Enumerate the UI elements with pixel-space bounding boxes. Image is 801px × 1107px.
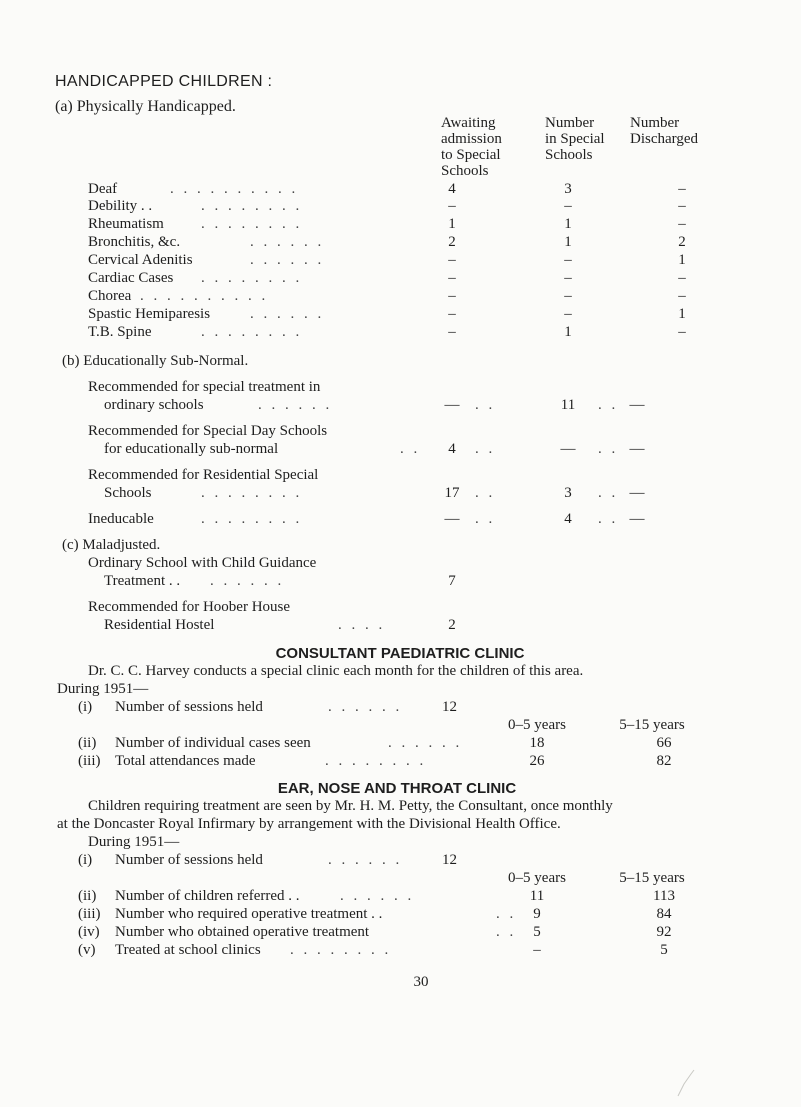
age-header-5-15: 5–15 years xyxy=(619,870,685,886)
separator-dots: . . xyxy=(475,397,496,413)
value-5-15: 66 xyxy=(656,735,672,751)
row-label: Cardiac Cases xyxy=(88,270,174,286)
row-label: Cervical Adenitis xyxy=(88,252,193,268)
cell-awaiting: 4 xyxy=(448,181,456,197)
row-label: Bronchitis, &c. xyxy=(88,234,181,250)
cell-awaiting: – xyxy=(448,288,456,304)
value-5-15: 82 xyxy=(656,753,672,769)
cell-awaiting: – xyxy=(448,306,456,322)
cell-discharged: 1 xyxy=(678,252,686,268)
cell-in-school: – xyxy=(564,270,572,286)
section-a-label: (a) Physically Handicapped. xyxy=(55,98,236,115)
separator-dots: . . xyxy=(598,397,619,413)
item-label: Number of sessions held xyxy=(115,699,263,715)
item-number: (ii) xyxy=(78,888,97,904)
separator-dots: . . xyxy=(598,511,619,527)
cell-discharged: – xyxy=(678,270,686,286)
cell-awaiting: – xyxy=(448,252,456,268)
value-0-5: 26 xyxy=(529,753,545,769)
cell-discharged: – xyxy=(678,181,686,197)
cell-in-school: – xyxy=(564,252,572,268)
item-label: Number of individual cases seen xyxy=(115,735,311,751)
leader-dots: . . . . . . xyxy=(328,699,403,715)
leader-dots: . . . . . . . . xyxy=(201,270,303,286)
cell-awaiting: – xyxy=(448,198,456,214)
cell-discharged: – xyxy=(678,324,686,340)
row-label-line1: Recommended for Special Day Schools xyxy=(88,423,328,439)
item-label: Total attendances made xyxy=(115,753,256,769)
cell-awaiting: – xyxy=(448,324,456,340)
item-number: (iv) xyxy=(78,924,100,940)
sessions-value: 12 xyxy=(442,852,457,868)
value-5-15: 5 xyxy=(660,942,668,958)
column-header-in-special-schools xyxy=(545,115,605,163)
separator-dots: . . xyxy=(598,441,619,457)
row-label: Chorea xyxy=(88,288,132,304)
leader-dots: . . . . xyxy=(338,617,386,633)
header-line: Number xyxy=(545,115,595,131)
cell-discharged: – xyxy=(678,216,686,232)
item-number: (i) xyxy=(78,852,93,868)
pencil-mark-icon xyxy=(676,1068,696,1098)
item-number: (iii) xyxy=(78,906,101,922)
paediatric-during: During 1951— xyxy=(57,681,149,697)
section-c-label: (c) Maladjusted. xyxy=(62,537,161,553)
ent-intro-line1: Children requiring treatment are seen by Mr. H. M. Petty, the Consultant, once monthly xyxy=(88,798,613,814)
leader-dots: . . xyxy=(400,441,421,457)
cell-discharged: — xyxy=(629,441,645,457)
value-0-5: 18 xyxy=(529,735,545,751)
item-number: (v) xyxy=(78,942,96,958)
separator-dots: . . xyxy=(475,485,496,501)
cell-in-school: – xyxy=(564,288,572,304)
cell-in-school: 4 xyxy=(564,511,572,527)
leader-dots: . . . . . . xyxy=(328,852,403,868)
header-line: Awaiting xyxy=(441,115,496,131)
cell-awaiting: — xyxy=(444,397,460,413)
cell-in-school: – xyxy=(564,306,572,322)
page-heading: HANDICAPPED CHILDREN : xyxy=(55,73,273,90)
value-5-15: 84 xyxy=(656,906,672,922)
cell-awaiting: 1 xyxy=(448,216,456,232)
item-label: Treated at school clinics xyxy=(115,942,261,958)
cell-awaiting: 17 xyxy=(444,485,460,501)
column-header-awaiting xyxy=(441,115,502,179)
header-line: to Special xyxy=(441,147,501,163)
leader-dots: . . . . . . xyxy=(258,397,333,413)
sessions-value: 12 xyxy=(442,699,457,715)
leader-dots: . . . . . . xyxy=(250,234,325,250)
cell-discharged: 2 xyxy=(678,234,686,250)
leader-dots: . . . . . . xyxy=(210,573,285,589)
ent-clinic-title: EAR, NOSE AND THROAT CLINIC xyxy=(277,780,517,797)
leader-dots: . . . . . . xyxy=(250,252,325,268)
cell-discharged: — xyxy=(629,397,645,413)
row-label-line1: Ordinary School with Child Guidance xyxy=(88,555,317,571)
cell-awaiting: – xyxy=(448,270,456,286)
leader-dots: . . . . . . xyxy=(388,735,463,751)
row-label: Ineducable xyxy=(88,511,154,527)
cell-in-school: — xyxy=(560,441,576,457)
leader-dots: . . xyxy=(496,924,517,940)
leader-dots: . . . . . . xyxy=(250,306,325,322)
item-label: Number who required operative treatment . . xyxy=(115,906,383,922)
ent-intro-line2: at the Doncaster Royal Infirmary by arrangement with the Divisional Health Office. xyxy=(57,816,561,832)
age-header-0-5: 0–5 years xyxy=(508,717,566,733)
cell-awaiting: 7 xyxy=(448,573,456,589)
age-header-0-5: 0–5 years xyxy=(508,870,566,886)
leader-dots: . . xyxy=(496,906,517,922)
row-label-line1: Recommended for Residential Special xyxy=(88,467,319,483)
cell-discharged: 1 xyxy=(678,306,686,322)
row-label: T.B. Spine xyxy=(88,324,152,340)
cell-in-school: – xyxy=(564,198,572,214)
separator-dots: . . xyxy=(598,485,619,501)
item-number: (iii) xyxy=(78,753,101,769)
cell-discharged: – xyxy=(678,288,686,304)
paediatric-clinic-title: CONSULTANT PAEDIATRIC CLINIC xyxy=(275,645,525,662)
header-line: Schools xyxy=(545,147,593,163)
value-0-5: 9 xyxy=(533,906,541,922)
item-label: Number of children referred . . xyxy=(115,888,300,904)
leader-dots: . . . . . . . . . . xyxy=(140,288,269,304)
paediatric-intro: Dr. C. C. Harvey conducts a special clinic each month for the children of this area. xyxy=(88,663,584,679)
cell-discharged: – xyxy=(678,198,686,214)
value-5-15: 113 xyxy=(653,888,675,904)
row-label-line1: Recommended for Hoober House xyxy=(88,599,291,615)
separator-dots: . . xyxy=(475,441,496,457)
age-header-5-15: 5–15 years xyxy=(619,717,685,733)
cell-awaiting: 2 xyxy=(448,234,456,250)
cell-in-school: 1 xyxy=(564,234,572,250)
value-5-15: 92 xyxy=(656,924,672,940)
value-0-5: 11 xyxy=(529,888,545,904)
row-label-line1: Recommended for special treatment in xyxy=(88,379,321,395)
header-line: Schools xyxy=(441,163,489,179)
item-label: Number of sessions held xyxy=(115,852,263,868)
cell-in-school: 11 xyxy=(560,397,576,413)
leader-dots: . . . . . . . . xyxy=(290,942,392,958)
cell-discharged: — xyxy=(629,511,645,527)
leader-dots: . . . . . . . . xyxy=(325,753,427,769)
header-line: in Special xyxy=(545,131,605,147)
cell-discharged: — xyxy=(629,485,645,501)
cell-awaiting: 4 xyxy=(448,441,456,457)
row-label-line2: Residential Hostel xyxy=(104,617,215,633)
page-number: 30 xyxy=(413,974,429,990)
row-label-line2: Treatment . . xyxy=(104,573,181,589)
row-label-line2: ordinary schools xyxy=(104,397,204,413)
cell-in-school: 1 xyxy=(564,324,572,340)
value-0-5: 5 xyxy=(533,924,541,940)
section-b-label: (b) Educationally Sub-Normal. xyxy=(62,353,249,369)
leader-dots: . . . . . . . . xyxy=(201,198,303,214)
cell-in-school: 1 xyxy=(564,216,572,232)
separator-dots: . . xyxy=(475,511,496,527)
row-label-line2: for educationally sub-normal xyxy=(104,441,279,457)
leader-dots: . . . . . . xyxy=(340,888,415,904)
row-label-line2: Schools xyxy=(104,485,152,501)
row-label: Spastic Hemiparesis xyxy=(88,306,211,322)
header-line: Discharged xyxy=(630,131,699,147)
value-0-5: – xyxy=(533,942,541,958)
cell-in-school: 3 xyxy=(564,485,572,501)
ent-during: During 1951— xyxy=(88,834,180,850)
header-line: Number xyxy=(630,115,680,131)
row-label: Rheumatism xyxy=(88,216,164,232)
header-line: admission xyxy=(441,131,502,147)
leader-dots: . . . . . . . . xyxy=(201,511,303,527)
leader-dots: . . . . . . . . xyxy=(201,324,303,340)
row-label: Debility . . xyxy=(88,198,153,214)
item-number: (ii) xyxy=(78,735,97,751)
row-label: Deaf xyxy=(88,181,118,197)
leader-dots: . . . . . . . . . . xyxy=(170,181,299,197)
cell-in-school: 3 xyxy=(564,181,572,197)
cell-awaiting: 2 xyxy=(448,617,456,633)
item-number: (i) xyxy=(78,699,93,715)
item-label: Number who obtained operative treatment xyxy=(115,924,370,940)
leader-dots: . . . . . . . . xyxy=(201,485,303,501)
leader-dots: . . . . . . . . xyxy=(201,216,303,232)
cell-awaiting: — xyxy=(444,511,460,527)
column-header-discharged xyxy=(630,115,698,147)
